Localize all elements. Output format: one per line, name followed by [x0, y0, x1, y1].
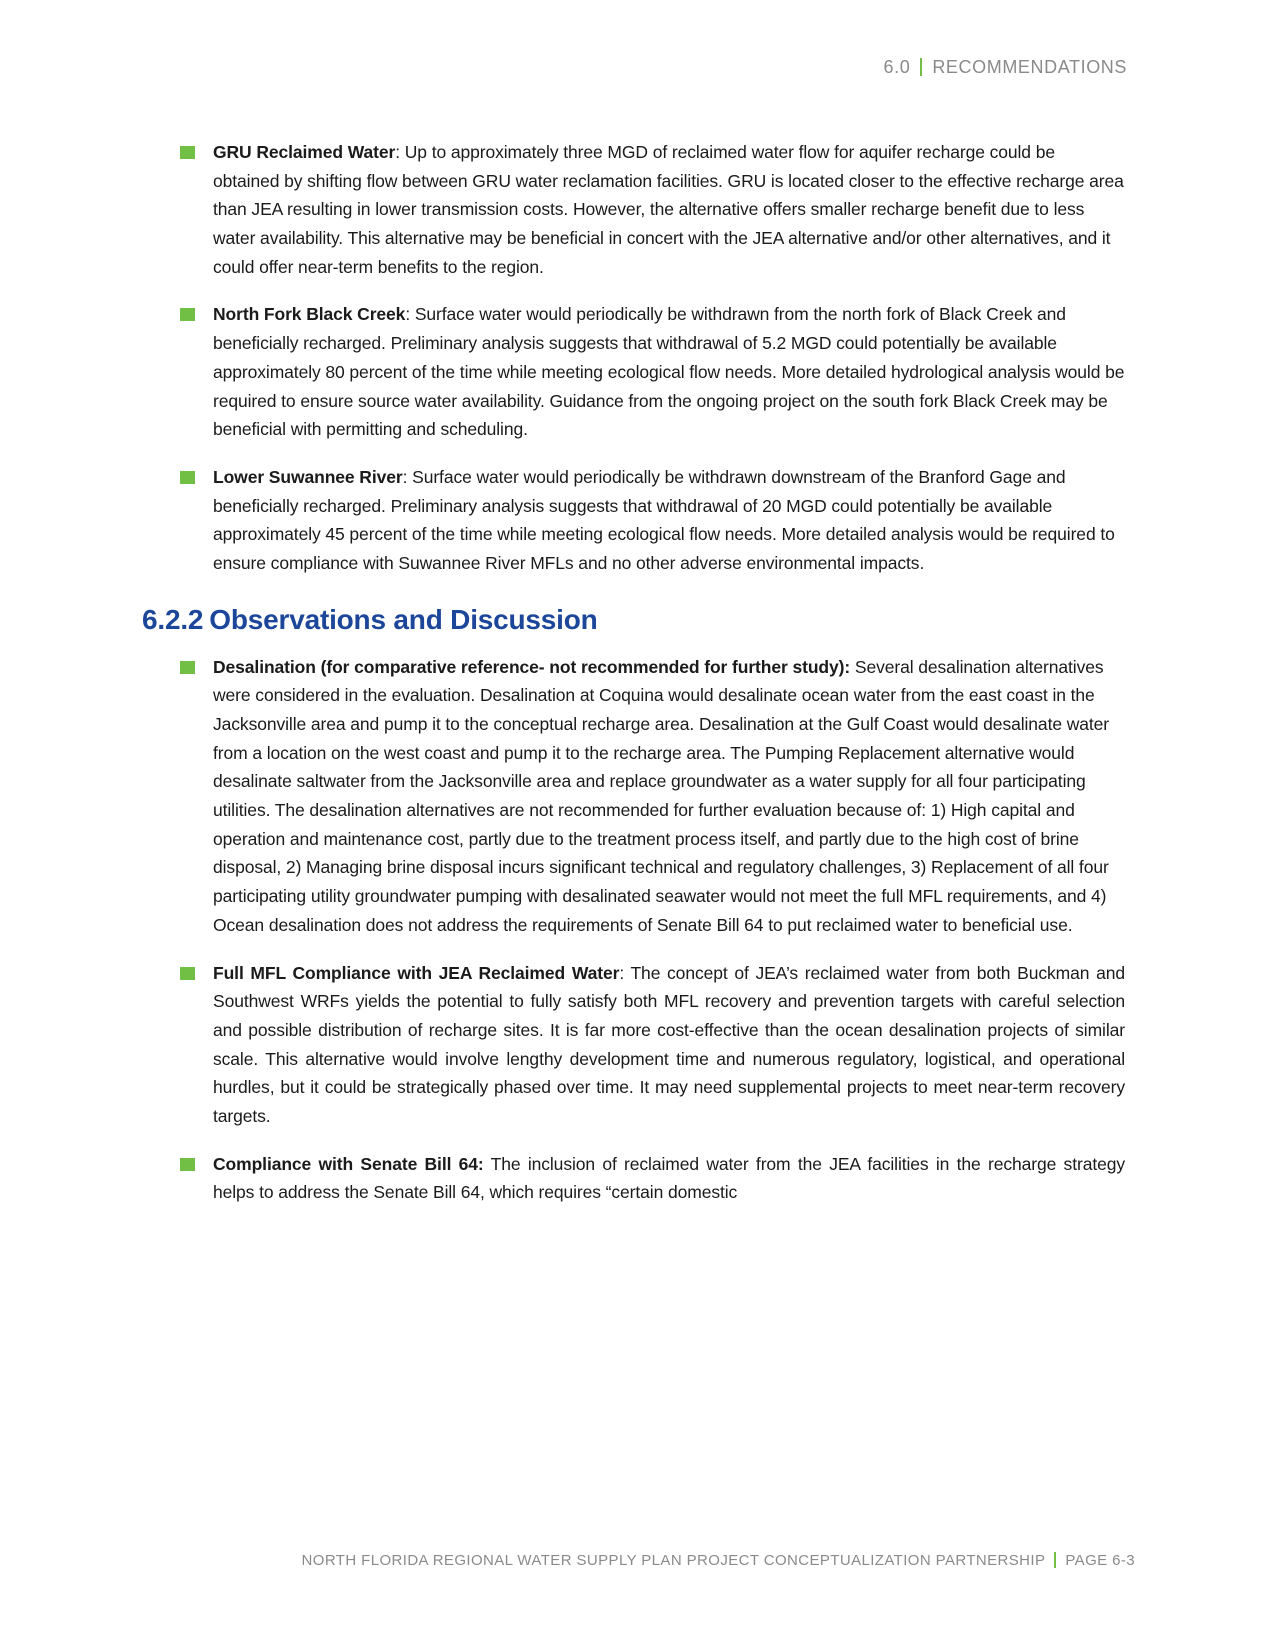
bullet-lead: Lower Suwannee River	[213, 466, 403, 487]
page-footer	[0, 1552, 1135, 1569]
bullet-text: : Up to approximately three MGD of reclaimed water flow for aquifer recharge could be obtained by shifting flow between GRU water reclamation facilities. GRU is located closer to the effective recharge area than JEA resulting in lower transmission costs. However, the alternative offers smaller recharge benefit due to less water availability. This alternative may be beneficial in concert with the JEA alternative and/or other alternatives, and it could offer near-term benefits to the region.	[213, 142, 1124, 277]
footer-page-number: PAGE 6-3	[1065, 1552, 1135, 1569]
recommendation-list	[142, 138, 1125, 578]
header-section-number: 6.0	[883, 57, 911, 77]
bullet-square-icon	[180, 967, 195, 980]
page-content	[142, 138, 1125, 1207]
list-item-lower-suwannee-river	[142, 463, 1125, 578]
bullet-square-icon	[180, 661, 195, 674]
section-heading	[142, 604, 1125, 636]
list-item-senate-bill-64	[142, 1150, 1125, 1207]
section-number: 6.2.2	[142, 603, 204, 635]
page-header	[0, 57, 1127, 78]
bullet-text: : Surface water would periodically be withdrawn from the north fork of Black Creek and beneficially recharged. Preliminary analysis suggests that withdrawal of 5.2 MGD could potentially be available approximately 80 percent of the time while meeting ecological flow needs. More detailed hydrological analysis would be required to ensure source water availability. Guidance from the ongoing project on the south fork Black Creek may be beneficial with permitting and scheduling.	[213, 304, 1125, 440]
bullet-square-icon	[180, 308, 195, 321]
bullet-lead: North Fork Black Creek	[213, 304, 406, 325]
bullet-square-icon	[180, 146, 195, 159]
list-item-full-mfl-compliance	[142, 959, 1125, 1131]
list-item-desalination	[142, 653, 1125, 940]
bullet-text: : The concept of JEA’s reclaimed water from both Buckman and Southwest WRFs yields the potential to fully satisfy both MFL recovery and prevention targets with careful selection and possible distribution of recharge sites. It is far more cost-effective than the ocean desalination projects of similar scale. This alternative would involve lengthy development time and numerous regulatory, logistical, and operational hurdles, but it could be strategically phased over time. It may need supplemental projects to meet near-term recovery targets.	[213, 962, 1125, 1126]
bullet-square-icon	[180, 471, 195, 484]
list-item-north-fork-black-creek	[142, 300, 1125, 443]
bullet-lead: Desalination (for comparative reference- not recommended for further study):	[213, 656, 851, 677]
bullet-lead: Full MFL Compliance with JEA Reclaimed Water	[213, 962, 620, 983]
bullet-lead: Compliance with Senate Bill 64:	[213, 1153, 484, 1174]
bullet-square-icon	[180, 1158, 195, 1171]
section-title: Observations and Discussion	[209, 603, 598, 635]
bullet-lead: GRU Reclaimed Water	[213, 142, 396, 162]
bullet-text: The inclusion of reclaimed water from the JEA facilities in the recharge strategy helps to address the Senate Bill 64, which requires “certain domestic	[213, 1153, 1126, 1203]
bullet-text: Several desalination alternatives were considered in the evaluation. Desalination at Coquina would desalinate ocean water from the east coast in the Jacksonville area and pump it to the conceptual recharge area. Desalination at the Gulf Coast would desalinate water from a location on the west coast and pump it to the recharge area. The Pumping Replacement alternative would desalinate saltwater from the Jacksonville area and replace groundwater as a water supply for all four participating utilities. The desalination alternatives are not recommended for further evaluation because of: 1) High capital and operation and maintenance cost, partly due to the treatment process itself, and partly due to the high cost of brine disposal, 2) Managing brine disposal incurs significant technical and regulatory challenges, 3) Replacement of all four participating utility groundwater pumping with desalinated seawater would not meet the full MFL requirements, and 4) Ocean desalination does not address the requirements of Senate Bill 64 to put reclaimed water to beneficial use.	[213, 656, 1110, 935]
list-item-gru-reclaimed-water	[142, 138, 1125, 281]
header-divider	[920, 58, 922, 76]
header-section-title: RECOMMENDATIONS	[932, 57, 1127, 77]
discussion-list	[142, 653, 1125, 1207]
bullet-text: : Surface water would periodically be withdrawn downstream of the Branford Gage and beneficially recharged. Preliminary analysis suggests that withdrawal of 20 MGD could potentially be available approximately 45 percent of the time while meeting ecological flow needs. More detailed analysis would be required to ensure compliance with Suwannee River MFLs and no other adverse environmental impacts.	[213, 466, 1115, 573]
footer-report-title: NORTH FLORIDA REGIONAL WATER SUPPLY PLAN PROJECT CONCEPTUALIZATION PARTNERSHIP	[301, 1552, 1046, 1569]
footer-divider	[1054, 1552, 1056, 1568]
